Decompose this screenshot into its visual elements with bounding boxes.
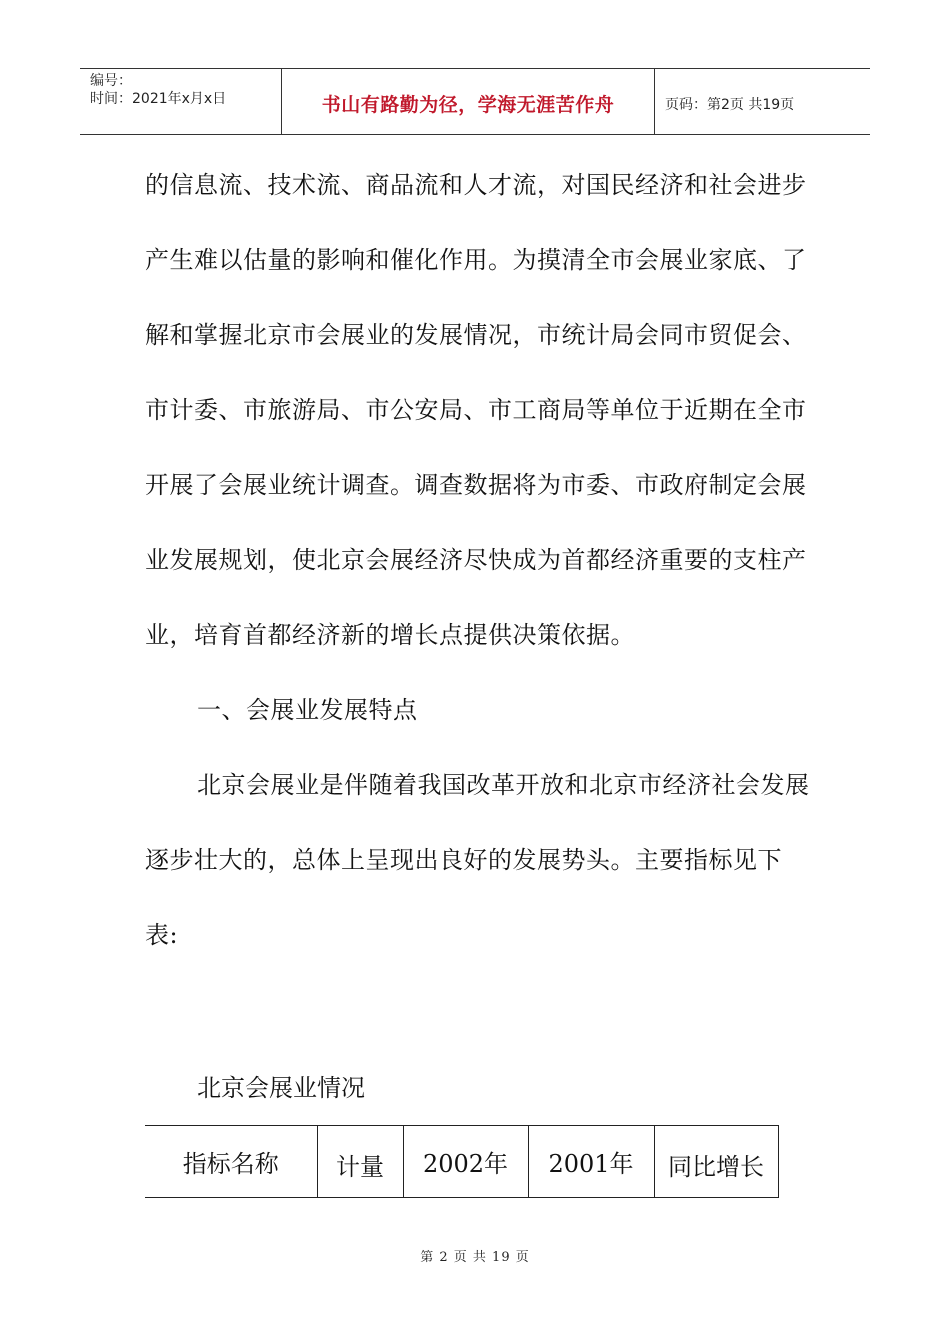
table-header-cell: 2001年 [528,1126,654,1198]
table-header-cell: 指标名称 [145,1126,317,1198]
document-number-label: 编号： [90,73,132,89]
page-footer: 第 2 页 共 19 页 [420,1250,530,1265]
table-header-cell: 2002年 [403,1126,528,1198]
header-page-info: 页码：第2页 共19页 [665,96,795,113]
document-time-label: 时间：2021年x月x日 [90,91,227,107]
table-header-cell: 同比增长 [654,1126,778,1198]
page-header [80,68,870,135]
stats-table [145,1125,779,1198]
table-header-row [145,1126,778,1198]
table-header-cell: 计量 [317,1126,403,1198]
header-motto-cell [282,69,655,134]
section-heading: 一、会展业发展特点 [197,696,418,724]
document-body [145,148,815,973]
header-meta [80,69,282,134]
table-caption: 北京会展业情况 [197,1074,365,1102]
body-paragraph: 的信息流、技术流、商品流和人才流，对国民经济和社会进步产生难以估量的影响和催化作用。为摸清全市会展业家底、了解和掌握北京市会展业的发展情况，市统计局会同市贸促会、市计委、市旅游局、市公安局、市工商局等单位于近期在全市开展了会展业统计调查。调查数据将为市委、市政府制定会展业发展规划，使北京会展经济尽快成为首都经济重要的支柱产业，培育首都经济新的增长点提供决策依据。 [145,171,807,649]
header-motto: 书山有路勤为径，学海无涯苦作舟 [321,94,615,116]
body-paragraph: 北京会展业是伴随着我国改革开放和北京市经济社会发展逐步壮大的，总体上呈现出良好的发展势头。主要指标见下表: [145,771,810,949]
